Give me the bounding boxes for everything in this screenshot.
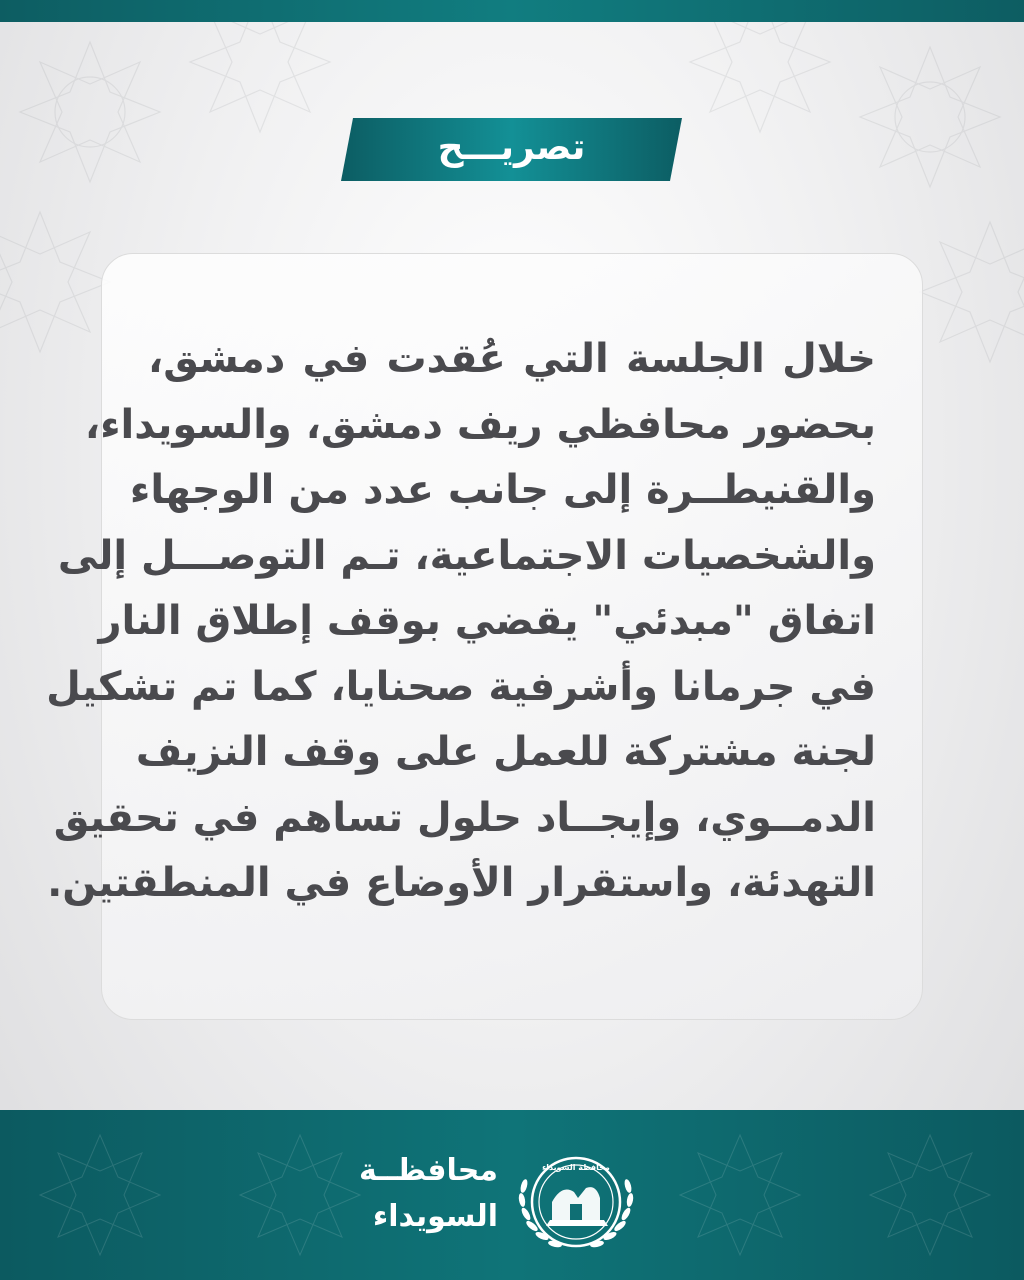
statement-line: الدمــوي، وإيجــاد حلول تساهم في تحقيق	[53, 794, 876, 841]
statement-line: بحضور محافظي ريف دمشق، والسويداء،	[84, 401, 876, 448]
governorate-name-line1: محافظــة	[358, 1153, 498, 1188]
statement-line: والقنيطــرة إلى جانب عدد من الوجهاء	[129, 467, 876, 513]
governorate-name-line2: السويداء	[372, 1199, 498, 1234]
governorate-emblem-icon	[512, 1140, 640, 1268]
governorate-name	[360, 1148, 498, 1240]
title-banner	[341, 118, 682, 181]
statement-line: لجنة مشتركة للعمل على وقف النزيف	[135, 729, 876, 775]
statement-line: اتفاق "مبدئي" يقضي بوقف إطلاق النار	[98, 598, 876, 644]
statement-line: والشخصيات الاجتماعية، تـم التوصـــل إلى	[57, 532, 876, 579]
top-band	[0, 0, 1024, 22]
statement-line: خلال الجلسة التي عُقدت في دمشق،	[148, 336, 876, 382]
page-title: تصريـــح	[437, 127, 586, 168]
emblem-label: محافظة السويداء	[542, 1163, 610, 1172]
statement-line: التهدئة، واستقرار الأوضاع في المنطقتين.	[47, 860, 876, 906]
statement-body	[46, 327, 876, 917]
statement-line: في جرمانا وأشرفية صحنايا، كما تم تشكيل	[46, 663, 876, 710]
